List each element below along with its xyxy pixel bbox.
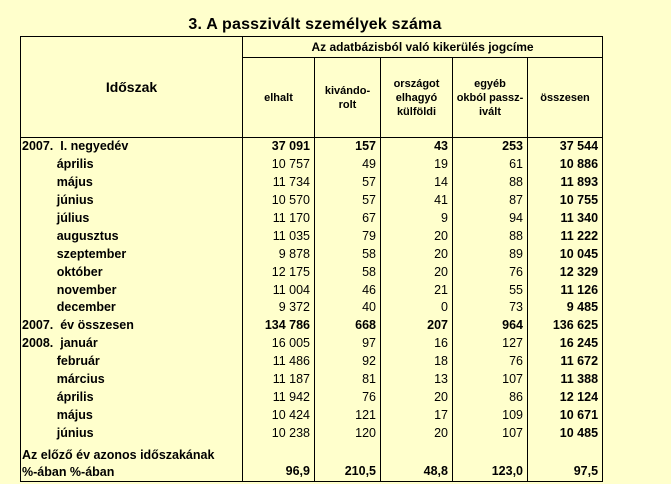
cell-egyeb-okbol-passzivalt: 253 [453,138,528,156]
column-header-egyeb-okbol-passzivalt: egyéb okból passz- ivált [453,58,528,138]
cell-egyeb-okbol-passzivalt: 73 [453,299,528,317]
row-period-label: június [21,424,243,442]
row-period-label: május [21,406,243,424]
percent-row [21,442,603,482]
cell-egyeb-okbol-passzivalt: 76 [453,263,528,281]
cell-osszesen: 10 045 [528,245,603,263]
column-header-elhalt: elhalt [243,58,315,138]
cell-orszagot-elhagyo-kulfoldi: 20 [381,263,453,281]
cell-orszagot-elhagyo-kulfoldi: 19 [381,156,453,174]
cell-kivandorolt: 57 [315,174,381,192]
cell-elhalt: 11 004 [243,281,315,299]
cell-osszesen: 10 485 [528,424,603,442]
cell-kivandorolt: 67 [315,210,381,228]
cell-elhalt: 11 734 [243,174,315,192]
cell-elhalt: 9 878 [243,245,315,263]
cell-kivandorolt: 668 [315,317,381,335]
cell-egyeb-okbol-passzivalt: 88 [453,174,528,192]
cell-egyeb-okbol-passzivalt: 76 [453,353,528,371]
cell-kivandorolt: 76 [315,388,381,406]
cell-elhalt: 134 786 [243,317,315,335]
cell-kivandorolt: 92 [315,353,381,371]
table-title: 3. A passzivált személyek száma [188,16,442,33]
cell-egyeb-okbol-passzivalt: 964 [453,317,528,335]
passivated-persons-table [20,36,603,482]
row-period-label: június [21,192,243,210]
cell-orszagot-elhagyo-kulfoldi: 16 [381,335,453,353]
table-row [21,406,603,424]
cell-egyeb-okbol-passzivalt: 94 [453,210,528,228]
cell-elhalt: 11 170 [243,210,315,228]
cell-osszesen: 12 329 [528,263,603,281]
cell-egyeb-okbol-passzivalt: 107 [453,424,528,442]
cell-orszagot-elhagyo-kulfoldi: 20 [381,388,453,406]
row-period-label: 2007. I. negyedév [21,138,243,156]
row-period-label: 2007. év összesen [21,317,243,335]
cell-elhalt: 11 942 [243,388,315,406]
table-row [21,174,603,192]
table-row [21,192,603,210]
cell-egyeb-okbol-passzivalt: 109 [453,406,528,424]
cell-osszesen: 10 886 [528,156,603,174]
cell-egyeb-okbol-passzivalt: 127 [453,335,528,353]
cell-orszagot-elhagyo-kulfoldi: 13 [381,371,453,389]
percent-elhalt: 96,9 [243,442,315,482]
cell-egyeb-okbol-passzivalt: 55 [453,281,528,299]
cell-osszesen: 16 245 [528,335,603,353]
cell-kivandorolt: 120 [315,424,381,442]
column-header-orszagot-elhagyo-kulfoldi: országot elhagyó külföldi [381,58,453,138]
cell-kivandorolt: 121 [315,406,381,424]
cell-orszagot-elhagyo-kulfoldi: 17 [381,406,453,424]
cell-elhalt: 16 005 [243,335,315,353]
table-row [21,245,603,263]
cell-osszesen: 11 340 [528,210,603,228]
cell-elhalt: 37 091 [243,138,315,156]
cell-egyeb-okbol-passzivalt: 88 [453,227,528,245]
table-row [21,424,603,442]
table-row [21,353,603,371]
cell-kivandorolt: 46 [315,281,381,299]
row-period-label: április [21,388,243,406]
row-period-label: 2008. január [21,335,243,353]
column-header-kivandorolt: kivándo- rolt [315,58,381,138]
cell-osszesen: 9 485 [528,299,603,317]
cell-osszesen: 11 126 [528,281,603,299]
cell-egyeb-okbol-passzivalt: 89 [453,245,528,263]
cell-orszagot-elhagyo-kulfoldi: 20 [381,424,453,442]
cell-osszesen: 11 222 [528,227,603,245]
row-period-label: november [21,281,243,299]
cell-kivandorolt: 81 [315,371,381,389]
cell-orszagot-elhagyo-kulfoldi: 41 [381,192,453,210]
table-row [21,227,603,245]
row-period-label: augusztus [21,227,243,245]
cell-elhalt: 11 486 [243,353,315,371]
row-period-label: március [21,371,243,389]
reason-group-header: Az adatbázisból való kikerülés jogcíme [243,37,603,58]
cell-orszagot-elhagyo-kulfoldi: 43 [381,138,453,156]
percent-osszesen: 97,5 [528,442,603,482]
cell-kivandorolt: 79 [315,227,381,245]
cell-osszesen: 12 124 [528,388,603,406]
cell-orszagot-elhagyo-kulfoldi: 9 [381,210,453,228]
column-header-osszesen: összesen [528,58,603,138]
period-header: Időszak [21,37,243,138]
cell-egyeb-okbol-passzivalt: 87 [453,192,528,210]
cell-egyeb-okbol-passzivalt: 61 [453,156,528,174]
percent-egyeb-okbol-passzivalt: 123,0 [453,442,528,482]
cell-orszagot-elhagyo-kulfoldi: 20 [381,227,453,245]
cell-orszagot-elhagyo-kulfoldi: 18 [381,353,453,371]
cell-osszesen: 11 672 [528,353,603,371]
cell-osszesen: 11 893 [528,174,603,192]
cell-osszesen: 11 388 [528,371,603,389]
cell-kivandorolt: 58 [315,263,381,281]
cell-orszagot-elhagyo-kulfoldi: 20 [381,245,453,263]
table-row [21,281,603,299]
cell-egyeb-okbol-passzivalt: 107 [453,371,528,389]
cell-orszagot-elhagyo-kulfoldi: 21 [381,281,453,299]
percent-orszagot-elhagyo-kulfoldi: 48,8 [381,442,453,482]
cell-kivandorolt: 40 [315,299,381,317]
cell-kivandorolt: 57 [315,192,381,210]
table-row [21,371,603,389]
row-period-label: szeptember [21,245,243,263]
table-row [21,156,603,174]
cell-osszesen: 37 544 [528,138,603,156]
table-row [21,388,603,406]
table-row [21,317,603,335]
cell-elhalt: 10 424 [243,406,315,424]
percent-row-label: Az előző év azonos időszakának %-ában %-ában [21,442,243,482]
table-body [21,138,603,482]
percent-kivandorolt: 210,5 [315,442,381,482]
table-row [21,210,603,228]
cell-orszagot-elhagyo-kulfoldi: 14 [381,174,453,192]
row-period-label: december [21,299,243,317]
cell-kivandorolt: 97 [315,335,381,353]
cell-egyeb-okbol-passzivalt: 86 [453,388,528,406]
cell-elhalt: 11 035 [243,227,315,245]
table-row [21,335,603,353]
cell-elhalt: 10 238 [243,424,315,442]
cell-osszesen: 10 755 [528,192,603,210]
table-row [21,263,603,281]
table-row [21,138,603,156]
cell-orszagot-elhagyo-kulfoldi: 0 [381,299,453,317]
cell-osszesen: 136 625 [528,317,603,335]
row-period-label: április [21,156,243,174]
cell-orszagot-elhagyo-kulfoldi: 207 [381,317,453,335]
row-period-label: július [21,210,243,228]
row-period-label: február [21,353,243,371]
cell-elhalt: 10 757 [243,156,315,174]
row-period-label: október [21,263,243,281]
row-period-label: május [21,174,243,192]
cell-kivandorolt: 49 [315,156,381,174]
table-row [21,299,603,317]
cell-kivandorolt: 58 [315,245,381,263]
cell-elhalt: 11 187 [243,371,315,389]
cell-elhalt: 10 570 [243,192,315,210]
cell-elhalt: 12 175 [243,263,315,281]
cell-kivandorolt: 157 [315,138,381,156]
cell-elhalt: 9 372 [243,299,315,317]
cell-osszesen: 10 671 [528,406,603,424]
